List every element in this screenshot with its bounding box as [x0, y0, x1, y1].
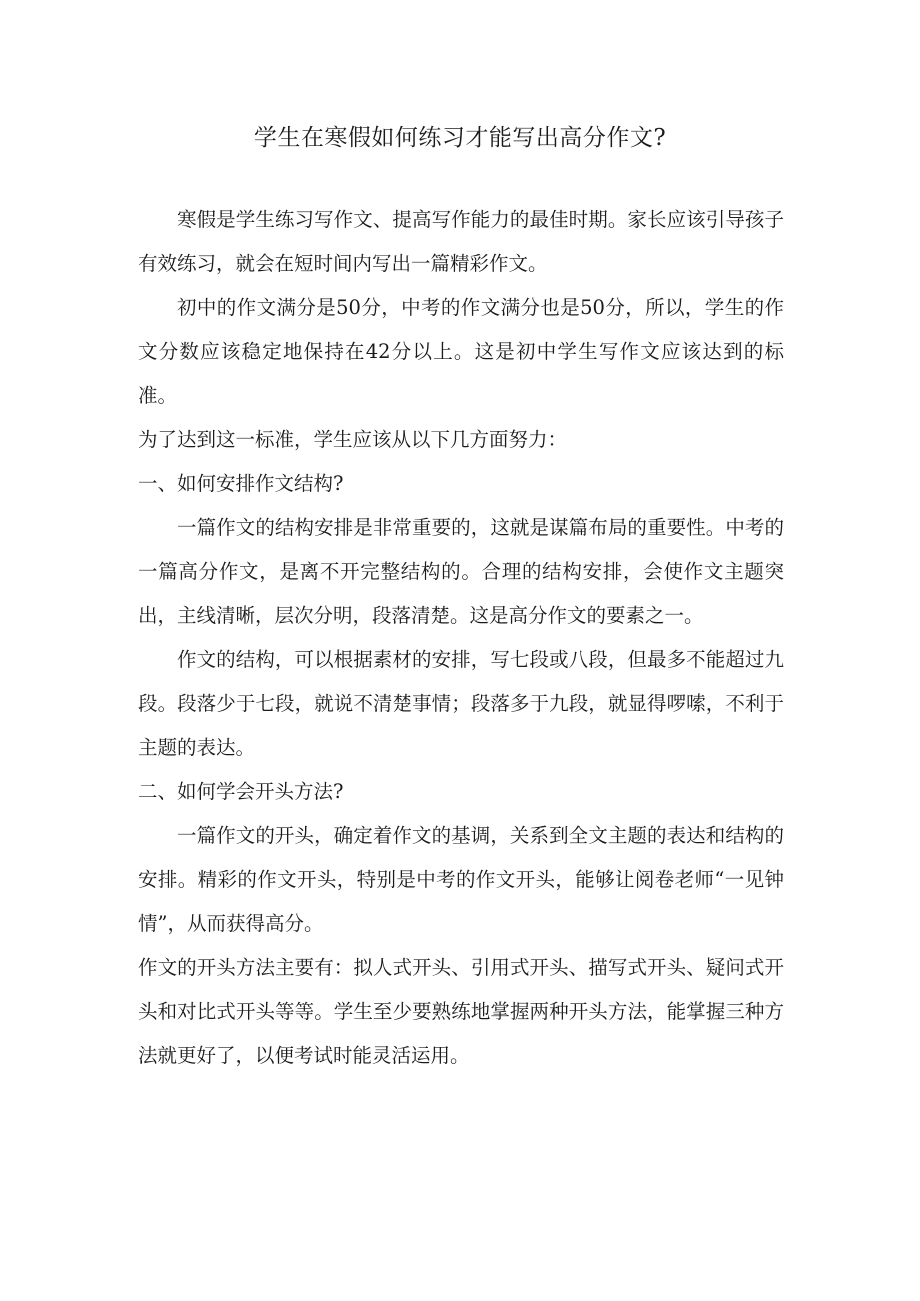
document-title: 学生在寒假如何练习才能写出高分作文?: [253, 125, 667, 151]
paragraph-effort-lead: 为了达到这一标准，学生应该从以下几方面努力：: [138, 428, 568, 451]
paragraph-structure-segments: 作文的结构，可以根据素材的安排，写七段或八段，但最多不能超过九段。段落少于七段，就说不清楚事情；段落多于九段，就显得啰嗦，不利于主题的表达。: [138, 648, 784, 759]
section-heading-structure: 一、如何安排作文结构?: [138, 472, 344, 495]
paragraph-structure-importance: 一篇作文的结构安排是非常重要的，这就是谋篇布局的重要性。中考的一篇高分作文，是离不开完整结构的。合理的结构安排，会使作文主题突出，主线清晰，层次分明，段落清楚。这是高分作文的要素之一。: [138, 516, 784, 627]
paragraph-opening-methods: 作文的开头方法主要有：拟人式开头、引用式开头、描写式开头、疑问式开头和对比式开头等等。学生至少要熟练地掌握两种开头方法，能掌握三种方法就更好了，以便考试时能灵活运用。: [138, 956, 784, 1067]
paragraph-opening-importance: 一篇作文的开头，确定着作文的基调，关系到全文主题的表达和结构的安排。精彩的作文开头，特别是中考的作文开头，能够让阅卷老师“一见钟情”，从而获得高分。: [138, 824, 784, 935]
paragraph-score-standard: 初中的作文满分是50分，中考的作文满分也是50分，所以，学生的作文分数应该稳定地保持在42分以上。这是初中学生写作文应该达到的标准。: [138, 296, 784, 407]
paragraph-intro: 寒假是学生练习写作文、提高写作能力的最佳时期。家长应该引导孩子有效练习，就会在短时间内写出一篇精彩作文。: [138, 208, 784, 275]
document-body: [138, 198, 784, 1078]
section-heading-opening: 二、如何学会开头方法?: [138, 780, 344, 803]
